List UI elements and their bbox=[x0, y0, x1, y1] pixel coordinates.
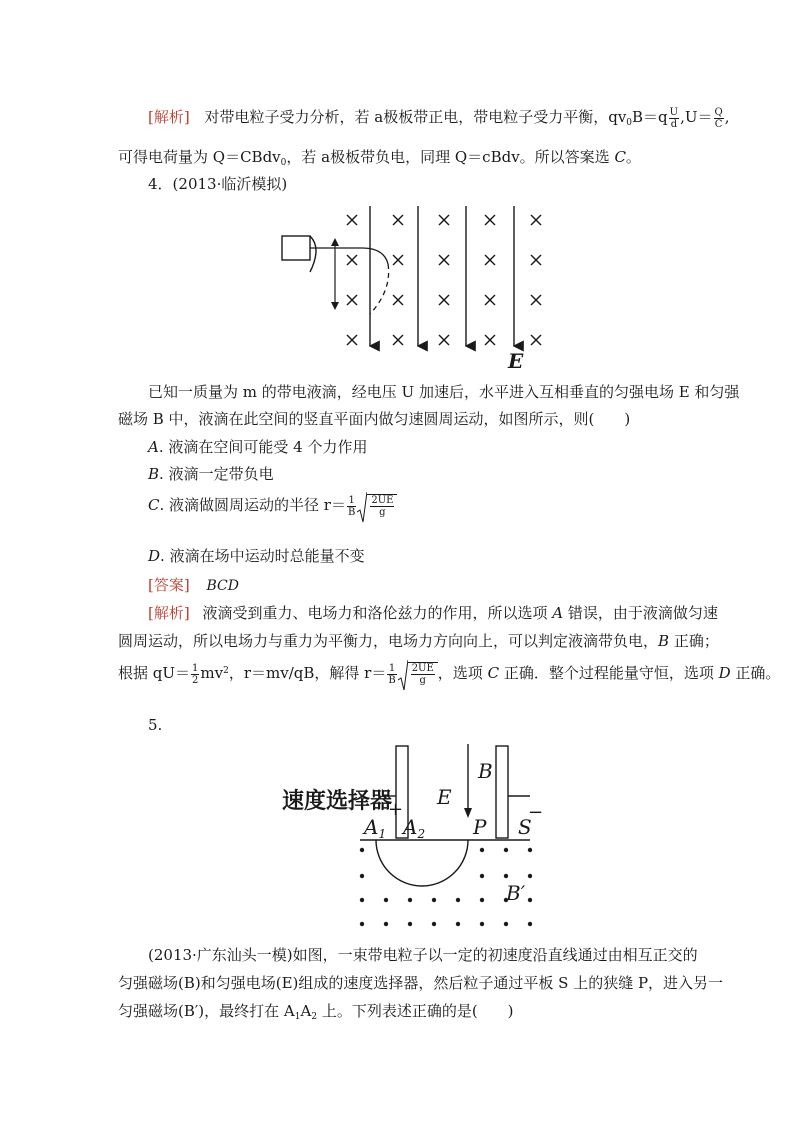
analysis-4-letter-a: A bbox=[552, 604, 564, 622]
label-b: B bbox=[478, 759, 493, 783]
question-4-number: 4．(2013·临沂模拟) bbox=[148, 175, 288, 193]
analysis-4-letter-c: C bbox=[487, 664, 500, 682]
analysis-4-sqrt: $\frac{2UE}{g}$ bbox=[398, 662, 438, 686]
question-5-stem-line2: 匀强磁场(B)和匀强电场(E)组成的速度选择器，然后粒子通过平板 S 上的狭缝 P，进入另一 bbox=[118, 974, 724, 992]
analysis-text-b: B＝q bbox=[632, 108, 668, 126]
label-e-field: E bbox=[508, 349, 524, 373]
figure-4-field-diagram bbox=[270, 198, 570, 373]
question-5-stem-line1: (2013·广东汕头一模)如图，一束带电粒子以一定的初速度沿直线通过由相互正交的 bbox=[148, 946, 698, 964]
field-cross bbox=[531, 255, 541, 265]
question-4-stem-line2: 磁场 B 中，液滴在此空间的竖直平面内做匀速圆周运动，如图所示，则( ) bbox=[118, 410, 631, 428]
field-cross bbox=[393, 215, 403, 225]
option-c-text: . 液滴做圆周运动的半径 r＝ bbox=[159, 496, 346, 514]
magnetic-field-crosses bbox=[347, 215, 541, 345]
option-c-sqrt: $\frac{2UE}{g}$ bbox=[357, 494, 397, 518]
analysis-4-text3e: 正确．整个过程能量守恒，选项 bbox=[499, 664, 719, 682]
analysis-4-text3f: 正确。 bbox=[730, 664, 781, 682]
field-dot bbox=[432, 898, 436, 902]
field-dot bbox=[504, 848, 508, 852]
field-dot bbox=[528, 922, 532, 926]
label-s: S bbox=[518, 815, 532, 839]
analysis-3-line2 bbox=[118, 146, 641, 168]
option-a[interactable] bbox=[148, 436, 367, 457]
source-aperture-bracket bbox=[310, 236, 316, 272]
droplet-path-arc-dashed bbox=[370, 264, 389, 314]
label-b-prime: B′ bbox=[506, 881, 526, 905]
analysis-4-text3c: ，r＝mv/qB，解得 r＝ bbox=[228, 664, 387, 682]
label-plus: + bbox=[388, 799, 404, 820]
field-dot bbox=[480, 898, 484, 902]
field-dot bbox=[480, 874, 484, 878]
analysis-tag: [解析] bbox=[148, 108, 190, 126]
analysis-line2-a: 可得电荷量为 Q＝CBdv bbox=[118, 148, 281, 166]
field-cross bbox=[485, 335, 495, 345]
analysis-4-sup: 2 bbox=[223, 666, 229, 676]
label-p: P bbox=[473, 815, 487, 839]
field-dot bbox=[360, 848, 364, 852]
stem-line3a: 匀强磁场(B′)，最终打在 A bbox=[118, 1002, 295, 1020]
field-cross bbox=[347, 335, 357, 345]
droplet-source-box bbox=[282, 236, 310, 260]
option-d-text: . 液滴在场中运动时总能量不变 bbox=[160, 547, 365, 565]
field-cross bbox=[531, 295, 541, 305]
particle-trajectory bbox=[376, 840, 468, 886]
field-dot bbox=[360, 874, 364, 878]
analysis-line2-b: ，若 a极板带负电，同理 Q＝cBdv。所以答案选 bbox=[286, 148, 615, 166]
field-cross bbox=[393, 255, 403, 265]
analysis-4-text3a: 根据 qU＝ bbox=[118, 664, 191, 682]
field-dot bbox=[528, 874, 532, 878]
stem-line3c: 上。下列表述正确的是( ) bbox=[317, 1002, 514, 1020]
analysis-4-text3d: ，选项 bbox=[437, 664, 488, 682]
field-cross bbox=[439, 215, 449, 225]
field-dot bbox=[480, 922, 484, 926]
stem-sub2: 2 bbox=[311, 1012, 318, 1022]
field-cross bbox=[485, 255, 495, 265]
question-5-stem-line3 bbox=[118, 1000, 514, 1022]
subscript-0: 0 bbox=[626, 118, 633, 128]
field-cross bbox=[485, 215, 495, 225]
subscript-0b: 0 bbox=[280, 158, 287, 168]
field-cross bbox=[439, 295, 449, 305]
answer-letter: C bbox=[614, 148, 626, 166]
field-dot bbox=[504, 874, 508, 878]
question-5-number: 5. bbox=[148, 716, 163, 734]
answer-tag: [答案] bbox=[148, 576, 190, 594]
analysis-4-line1 bbox=[148, 602, 718, 623]
field-cross bbox=[347, 215, 357, 225]
field-dot bbox=[360, 898, 364, 902]
right-plate bbox=[496, 746, 508, 838]
field-dot bbox=[360, 922, 364, 926]
droplet-path-arc bbox=[362, 248, 388, 264]
field-cross bbox=[347, 255, 357, 265]
field-cross bbox=[393, 335, 403, 345]
analysis-3-line1 bbox=[148, 106, 730, 130]
label-a1: $A_1$ bbox=[364, 815, 387, 841]
field-dot bbox=[384, 898, 388, 902]
analysis-text-c: ,U＝ bbox=[680, 108, 713, 126]
option-d-letter: D bbox=[148, 547, 161, 565]
analysis-4-text2b: 正确； bbox=[669, 632, 719, 650]
field-cross bbox=[439, 335, 449, 345]
field-cross bbox=[439, 255, 449, 265]
field-cross bbox=[531, 215, 541, 225]
field-cross bbox=[347, 295, 357, 305]
analysis-text-d: , bbox=[724, 108, 730, 126]
label-e: E bbox=[437, 785, 452, 809]
analysis-4-line2 bbox=[118, 630, 719, 651]
field-cross bbox=[531, 335, 541, 345]
analysis-4-line3 bbox=[118, 662, 780, 686]
analysis-text: 对带电粒子受力分析，若 a极板带正电，带电粒子受力平衡，qv bbox=[204, 108, 627, 126]
option-b-text: . 液滴一定带负电 bbox=[159, 465, 274, 483]
fraction-q-c: $\frac{Q}{C}$ bbox=[714, 106, 723, 130]
label-velocity-selector: 速度选择器 bbox=[282, 788, 393, 814]
electric-field-lines bbox=[370, 206, 514, 346]
field-dot bbox=[504, 922, 508, 926]
analysis-4-letter-d: D bbox=[718, 664, 731, 682]
answer-value: BCD bbox=[206, 578, 239, 594]
field-dot bbox=[384, 922, 388, 926]
option-c[interactable] bbox=[148, 494, 397, 518]
field-dot bbox=[456, 922, 460, 926]
field-cross bbox=[393, 295, 403, 305]
option-a-text: . 液滴在空间可能受 4 个力作用 bbox=[158, 438, 368, 456]
option-b-letter: B bbox=[148, 465, 160, 483]
figure-5-velocity-selector bbox=[280, 738, 545, 933]
analysis-4-text1: 液滴受到重力、电场力和洛伦兹力的作用，所以选项 bbox=[202, 604, 553, 622]
field-dot bbox=[456, 898, 460, 902]
option-c-letter: C bbox=[148, 496, 160, 514]
field-dot bbox=[432, 922, 436, 926]
field-dot bbox=[528, 898, 532, 902]
field-cross bbox=[485, 295, 495, 305]
fraction-u-d: $\frac{U}{d}$ bbox=[669, 106, 679, 130]
stem-line3b: A bbox=[300, 1002, 312, 1020]
option-c-fraction: $\frac{1}{B}$ bbox=[347, 494, 356, 518]
option-d[interactable] bbox=[148, 545, 365, 566]
analysis-4-text3b: mv bbox=[200, 664, 224, 682]
option-a-letter: A bbox=[148, 438, 159, 456]
analysis-4-tag: [解析] bbox=[148, 604, 190, 622]
stem-sub1: 1 bbox=[294, 1012, 301, 1022]
analysis-4-text1b: 错误，由于液滴做匀速 bbox=[563, 604, 718, 622]
field-dot bbox=[408, 922, 412, 926]
answer-4 bbox=[148, 574, 239, 595]
analysis-4-frac-1b: $\frac{1}{B}$ bbox=[388, 662, 396, 686]
field-dot bbox=[480, 848, 484, 852]
analysis-4-frac-half: $\frac{1}{2}$ bbox=[192, 662, 199, 686]
option-b[interactable] bbox=[148, 463, 274, 484]
analysis-line2-end: 。 bbox=[625, 148, 641, 166]
analysis-4-text2: 圆周运动，所以电场力与重力为平衡力，电场力方向向上，可以判定液滴带负电， bbox=[118, 632, 659, 650]
analysis-4-letter-b: B bbox=[658, 632, 670, 650]
label-minus: − bbox=[528, 802, 544, 823]
label-a2: $A_2$ bbox=[403, 815, 426, 841]
field-dot bbox=[528, 848, 532, 852]
question-4-stem-line1: 已知一质量为 m 的带电液滴，经电压 U 加速后，水平进入互相垂直的匀强电场 E 和匀强 bbox=[148, 383, 740, 401]
field-dot bbox=[408, 898, 412, 902]
